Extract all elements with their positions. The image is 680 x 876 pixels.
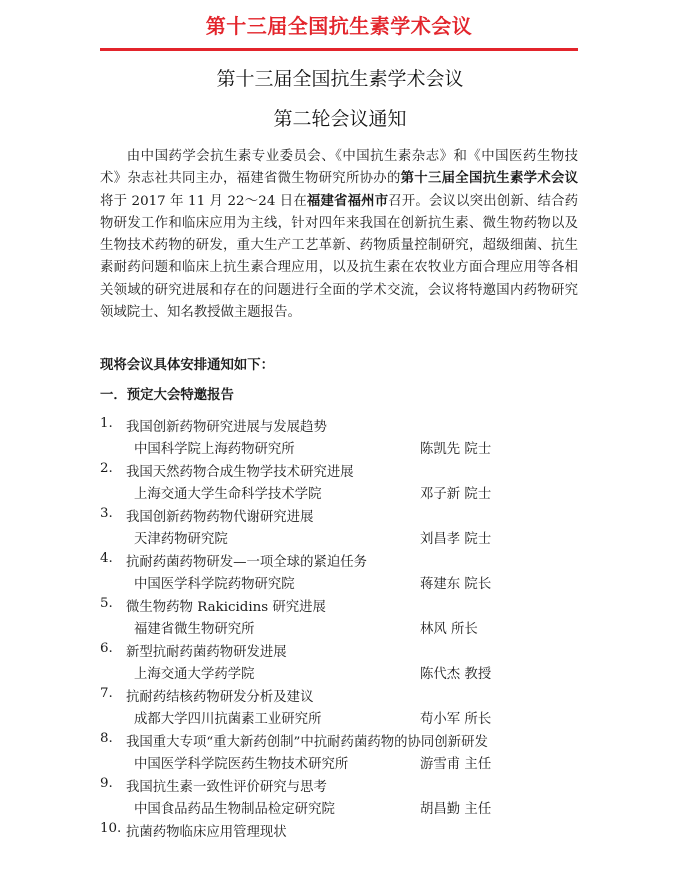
report-item — [100, 414, 578, 459]
report-number: 3. — [100, 506, 113, 521]
report-organization: 上海交通大学药学院 — [134, 667, 255, 682]
report-title: 抗耐药结核药物研发分析及建议 — [126, 690, 314, 705]
report-speaker: 陈凯先 院士 — [420, 442, 492, 457]
intro-text-1: 由中国药学会抗生素专业委员会、《中国抗生素杂志》和《中国医药生物技术》杂志社共同主办，福建省微生物研究所协办的 — [100, 149, 578, 187]
section-heading: 一．预定大会特邀报告 — [100, 388, 234, 403]
report-organization: 中国食品药品生物制品检定研究院 — [134, 802, 335, 817]
notice-heading: 现将会议具体安排通知如下： — [100, 358, 275, 373]
report-title: 我国抗生素一致性评价研究与思考 — [126, 780, 327, 795]
header-banner — [100, 8, 578, 51]
report-speaker: 刘昌孝 院士 — [420, 532, 492, 547]
report-title: 我国重大专项“重大新药创制”中抗耐药菌药物的协同创新研发 — [126, 735, 488, 750]
report-title: 新型抗耐药菌药物研发进展 — [126, 645, 287, 660]
report-organization: 成都大学四川抗菌素工业研究所 — [134, 712, 322, 727]
report-number: 7. — [100, 686, 113, 701]
report-item — [100, 594, 578, 639]
report-number: 4. — [100, 551, 113, 566]
report-speaker: 游雪甫 主任 — [420, 757, 492, 772]
report-number: 5. — [100, 596, 113, 611]
report-item — [100, 504, 578, 549]
report-item — [100, 729, 578, 774]
report-number: 6. — [100, 641, 113, 656]
report-title: 我国创新药物研究进展与发展趋势 — [126, 420, 327, 435]
report-title: 我国天然药物合成生物学技术研究进展 — [126, 465, 354, 480]
report-title: 微生物药物 Rakicidins 研究进展 — [126, 600, 326, 615]
report-title: 抗耐药菌药物研发—一项全球的紧迫任务 — [126, 555, 368, 570]
report-item — [100, 819, 578, 864]
report-speaker: 胡昌勤 主任 — [420, 802, 492, 817]
intro-paragraph — [100, 146, 578, 324]
report-organization: 福建省微生物研究所 — [134, 622, 255, 637]
report-item — [100, 459, 578, 504]
intro-bold-conference: 第十三届全国抗生素学术会议 — [400, 171, 579, 187]
report-item — [100, 549, 578, 594]
report-list — [100, 414, 578, 864]
report-item — [100, 774, 578, 819]
report-speaker: 蒋建东 院长 — [420, 577, 492, 592]
report-organization: 中国医学科学院医药生物技术研究所 — [134, 757, 349, 772]
report-item — [100, 639, 578, 684]
report-number: 9. — [100, 776, 113, 791]
report-speaker: 邓子新 院士 — [420, 487, 492, 502]
report-number: 2. — [100, 461, 113, 476]
intro-bold-location: 福建省福州市 — [306, 193, 389, 209]
report-number: 1. — [100, 416, 113, 431]
report-item — [100, 684, 578, 729]
report-speaker: 林风 所长 — [420, 622, 478, 637]
report-number: 10. — [100, 821, 122, 836]
report-number: 8. — [100, 731, 113, 746]
banner-title: 第十三届全国抗生素学术会议 — [205, 14, 473, 38]
report-title: 我国创新药物药物代谢研究进展 — [126, 510, 314, 525]
report-organization: 中国医学科学院药物研究院 — [134, 577, 295, 592]
document-title: 第十三届全国抗生素学术会议 — [216, 68, 464, 90]
report-speaker: 陈代杰 教授 — [420, 667, 492, 682]
intro-text-3: 召开。会议以突出创新、结合药物研发工作和临床应用为主线，针对四年来我国在创新抗生素、微生物药物以及生物技术药物的研发，重大生产工艺革新、药物质量控制研究，超级细菌、抗生素耐药问题和临床上抗生素合理应用，以及抗生素在农牧业方面合理应用等各相关领域的研究进展和存在的问题进行全面的学术交流，会议将特邀国内药物研究领域院士、知名教授做主题报告。 — [100, 193, 579, 321]
report-speaker: 苟小军 所长 — [420, 712, 492, 727]
report-title: 抗菌药物临床应用管理现状 — [126, 825, 287, 840]
report-organization: 上海交通大学生命科学技术学院 — [134, 487, 322, 502]
report-organization: 中国科学院上海药物研究所 — [134, 442, 295, 457]
intro-text-2: 将于 2017 年 11 月 22～24 日在 — [100, 193, 307, 209]
document-subtitle: 第二轮会议通知 — [273, 108, 407, 130]
report-organization: 天津药物研究院 — [134, 532, 228, 547]
